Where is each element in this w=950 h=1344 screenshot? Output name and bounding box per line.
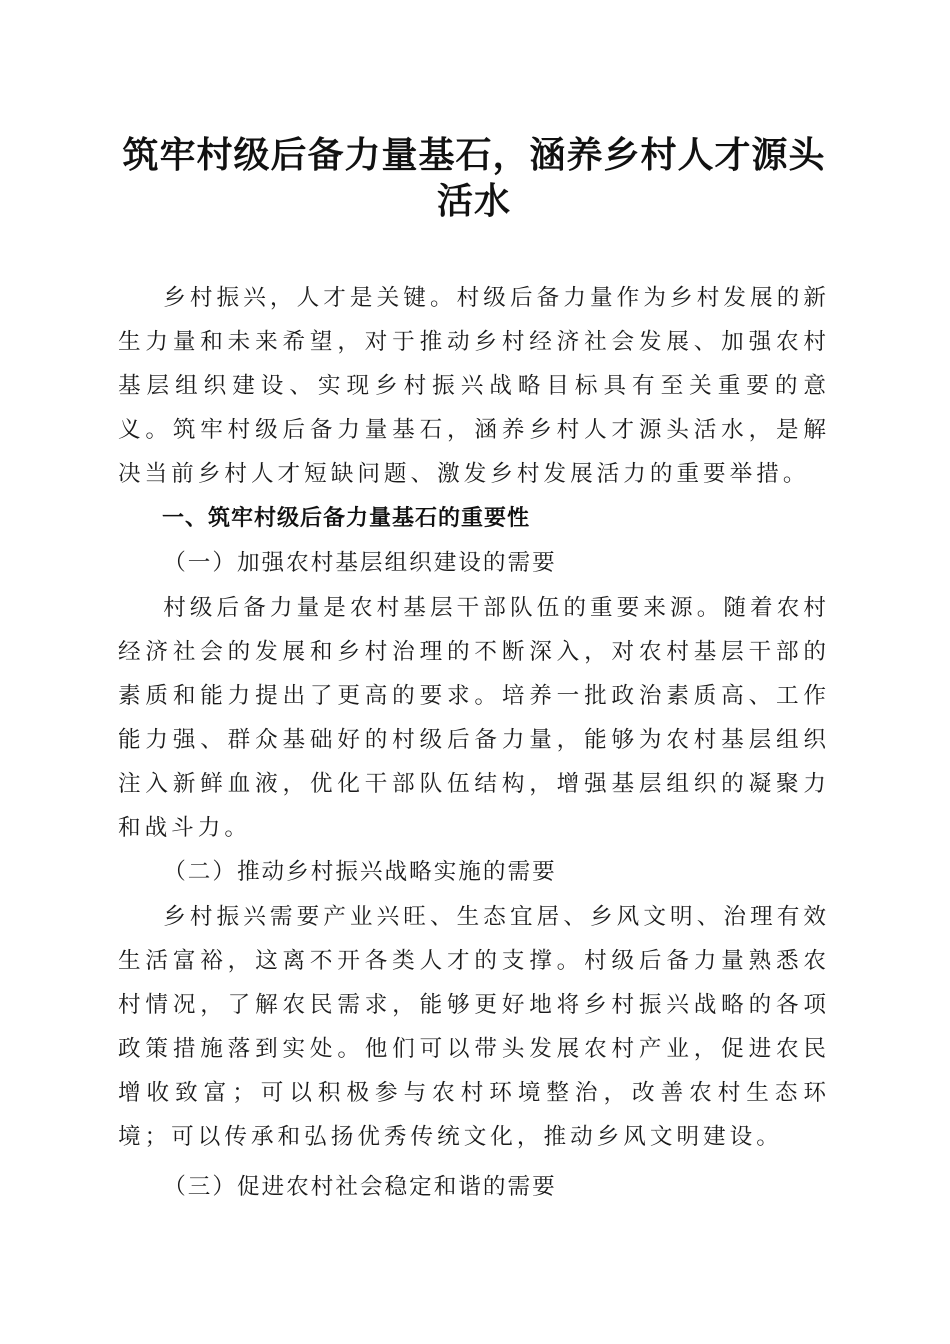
intro-paragraph: 乡村振兴，人才是关键。村级后备力量作为乡村发展的新生力量和未来希望，对于推动乡村经济社会发展、加强农村基层组织建设、实现乡村振兴战略目标具有至关重要的意义。筑牢村级后备力量基石，涵养乡村人才源头活水，是解决当前乡村人才短缺问题、激发乡村发展活力的重要举措。: [118, 285, 830, 487]
subsection-paragraph-1: 村级后备力量是农村基层干部队伍的重要来源。随着农村经济社会的发展和乡村治理的不断深入，对农村基层干部的素质和能力提出了更高的要求。培养一批政治素质高、工作能力强、群众基础好的村级后备力量，能够为农村基层组织注入新鲜血液，优化干部队伍结构，增强基层组织的凝聚力和战斗力。: [118, 595, 830, 841]
document-title: 筑牢村级后备力量基石，涵养乡村人才源头活水: [122, 134, 826, 222]
subsection-heading-1: （一）加强农村基层组织建设的需要: [163, 550, 557, 576]
document-body: [118, 276, 830, 1209]
section-heading-1: 一、筑牢村级后备力量基石的重要性: [162, 506, 531, 531]
subsection-heading-2: （二）推动乡村振兴战略实施的需要: [163, 859, 557, 885]
subsection-heading-3: （三）促进农村社会稳定和谐的需要: [163, 1174, 557, 1200]
subsection-paragraph-2: 乡村振兴需要产业兴旺、生态宜居、乡风文明、治理有效生活富裕，这离不开各类人才的支撑。村级后备力量熟悉农村情况，了解农民需求，能够更好地将乡村振兴战略的各项政策措施落到实处。他们可以带头发展农村产业，促进农民增收致富；可以积极参与农村环境整治，改善农村生态环境；可以传承和弘扬优秀传统文化，推动乡风文明建设。: [118, 904, 830, 1150]
